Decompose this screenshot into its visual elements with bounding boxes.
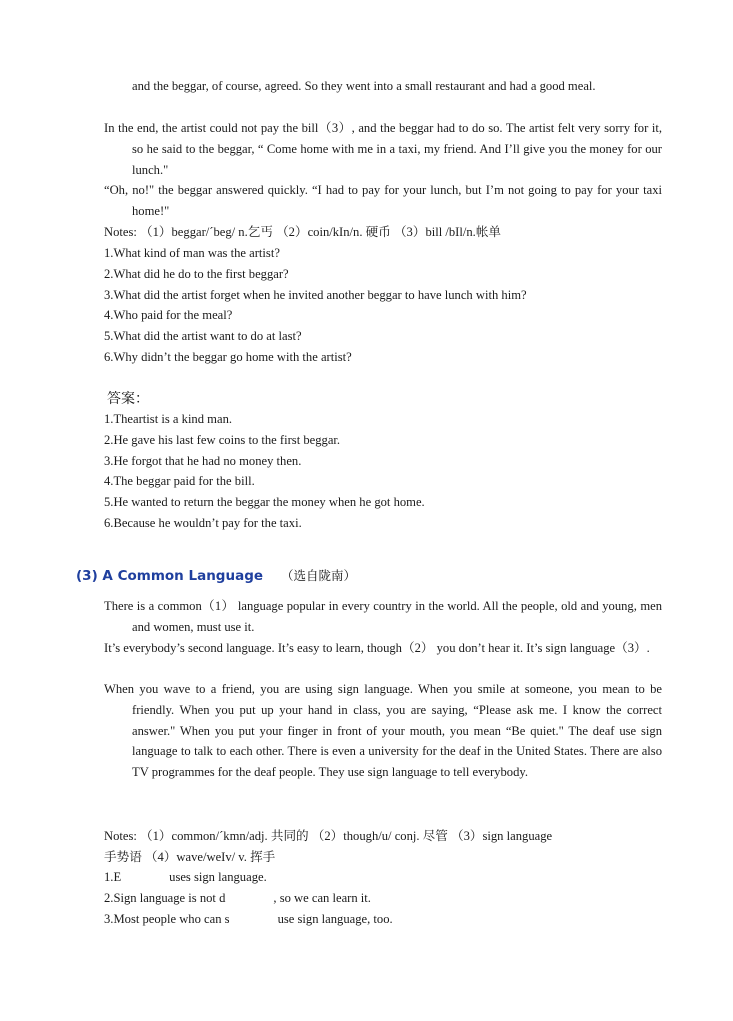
story-paragraph-continued: and the beggar, of course, agreed. So they went into a small restaurant and had a good meal. (132, 79, 596, 93)
section-paragraph-2: It’s everybody’s second language. It’s easy to learn, though（2） you don’t hear it. It’s sign language（3）. (104, 641, 650, 655)
answer-item: 1.Theartist is a kind man. (104, 412, 233, 426)
question-item: 2.What did he do to the first beggar? (104, 267, 289, 281)
exercise-prefix: 2.Sign language is not d (104, 891, 226, 905)
section-notes-line: 手势语 （4）wave/weIv/ v. 挥手 (104, 849, 276, 864)
answer-item: 5.He wanted to return the beggar the money when he got home. (104, 495, 425, 509)
exercise-item (104, 909, 644, 930)
answer-item: 4.The beggar paid for the bill. (104, 474, 255, 488)
story-paragraph-reply: “Oh, no!" the beggar answered quickly. “I had to pay for your lunch, but I’m not going to pay for your taxi home!" (104, 183, 662, 218)
exercise-item (104, 867, 644, 888)
question-item: 3.What did the artist forget when he invited another beggar to have lunch with him? (104, 288, 527, 302)
answer-heading: 答案： (107, 391, 149, 407)
section-paragraph-1: There is a common（1） language popular in every country in the world. All the people, old and young, men and women, must use it. (104, 599, 662, 634)
section-title-text: (3) A Common Language (76, 568, 264, 584)
exercise-prefix: 3.Most people who can s (104, 912, 230, 926)
answer-item: 6.Because he wouldn’t pay for the taxi. (104, 516, 302, 530)
question-item: 5.What did the artist want to do at last? (104, 329, 302, 343)
question-item: 6.Why didn’t the beggar go home with the artist? (104, 350, 352, 364)
section-notes-line: Notes: （1）common/ˊkmn/adj. 共同的 （2）though/u/ conj. 尽管 （3）sign language (104, 829, 553, 843)
section-source: （选自陇南） (281, 568, 357, 583)
answer-item: 3.He forgot that he had no money then. (104, 454, 302, 468)
section-title (76, 566, 356, 584)
answer-item: 2.He gave his last few coins to the first beggar. (104, 433, 341, 447)
story-notes: Notes: （1）beggar/ˊbeg/ n.乞丐 （2）coin/kIn/n. 硬币 （3）bill /bIl/n.帐单 (104, 225, 502, 239)
story-paragraph-ending: In the end, the artist could not pay the bill（3）, and the beggar had to do so. The artist felt very sorry for it, so he said to the beggar, “ Come home with me in a taxi, my friend. And I’ll give you the money for our lunch." (104, 121, 662, 177)
exercise-item (104, 888, 644, 909)
exercise-suffix: use sign language, too. (277, 912, 393, 926)
question-item: 1.What kind of man was the artist? (104, 246, 280, 260)
section-paragraph-3: When you wave to a friend, you are using sign language. When you smile at someone, you mean to be friendly. When you put up your hand in class, you are saying, “Please ask me. I know the correct answer." When you put your finger in front of your mouth, you mean “Be quiet." The deaf use sign language to talk to each other. There is even a university for the deaf in the United States. There are also TV programmes for the deaf people. They use sign language to tell everybody. (104, 682, 662, 780)
exercise-prefix: 1.E (104, 870, 122, 884)
section-notes (104, 826, 634, 868)
exercise-suffix: uses sign language. (169, 870, 267, 884)
exercise-suffix: , so we can learn it. (273, 891, 371, 905)
question-item: 4.Who paid for the meal? (104, 308, 233, 322)
